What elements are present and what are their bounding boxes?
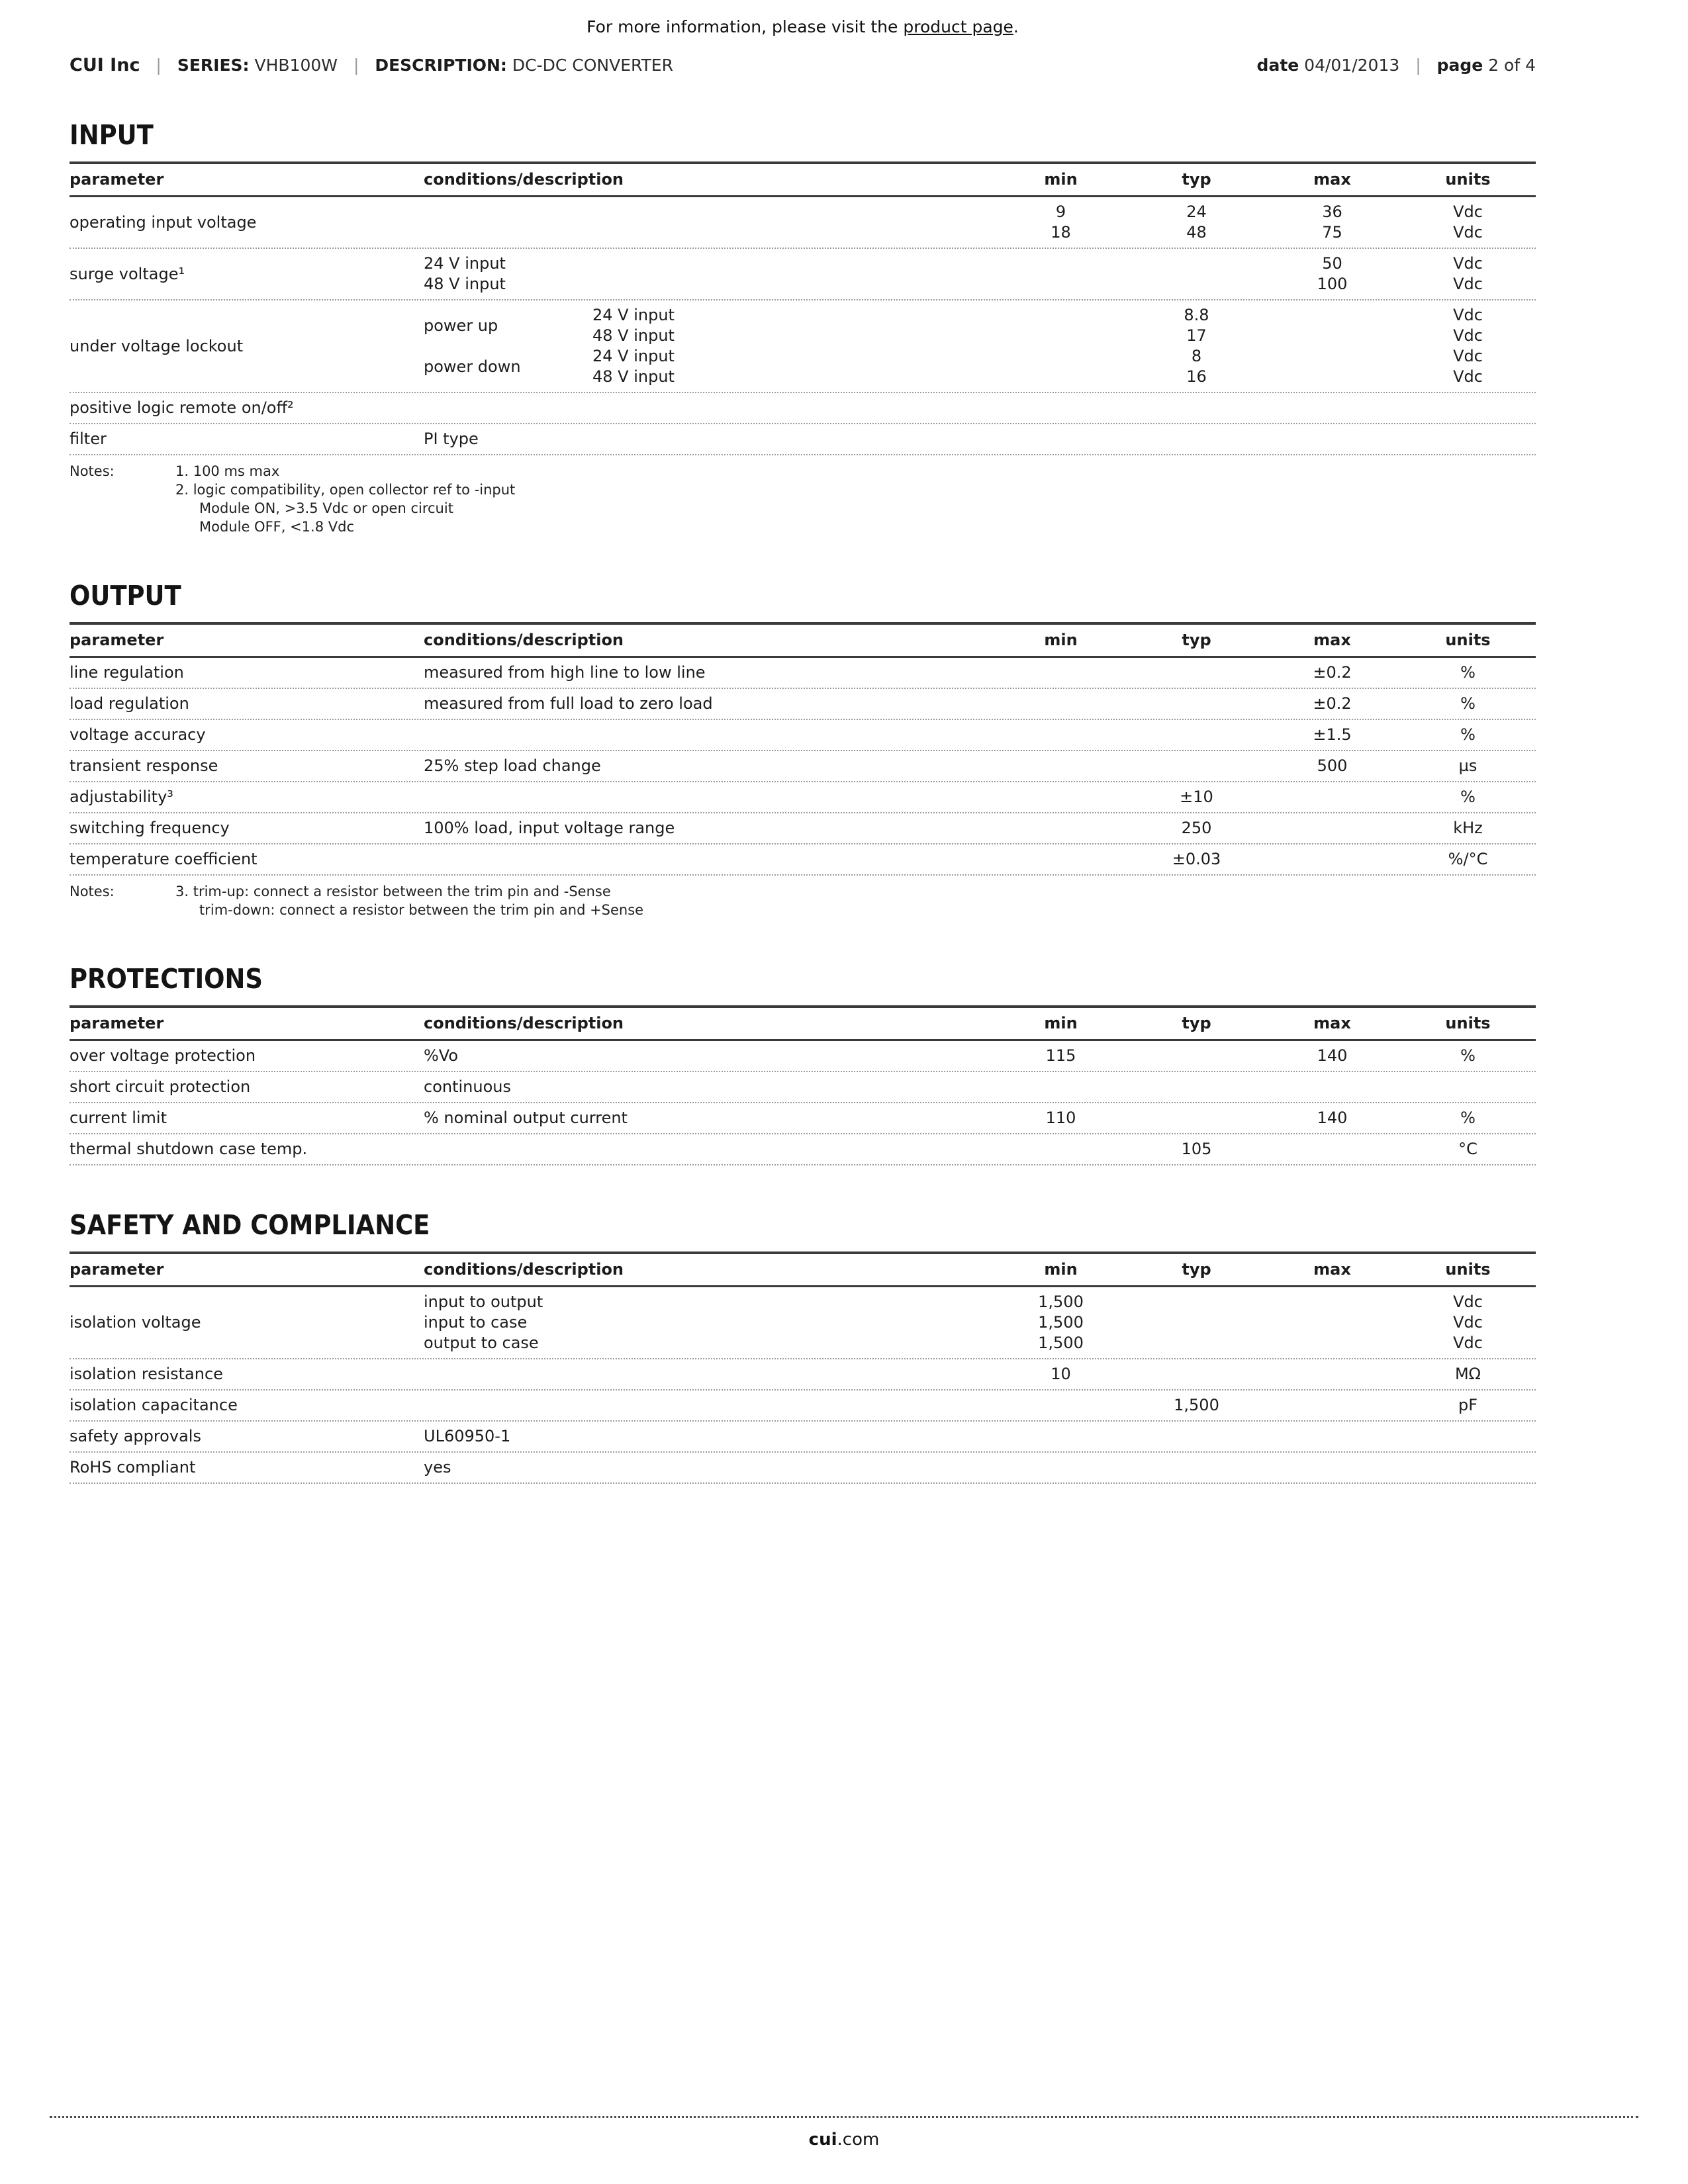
cell-parameter <box>70 1046 424 1066</box>
table-header-row <box>70 161 1536 197</box>
condition-line: 48 V input <box>592 367 675 386</box>
column-header-units: units <box>1445 1014 1491 1032</box>
cell-units-line: Vdc <box>1453 347 1483 365</box>
cell-parameter-line: filter <box>70 430 107 448</box>
notes-label: Notes: <box>70 463 115 479</box>
cell-conditions-line: continuous <box>424 1077 511 1096</box>
cell-parameter <box>70 725 424 745</box>
cell-units-line: Vdc <box>1453 1334 1483 1352</box>
cell-units-line: °C <box>1458 1140 1477 1158</box>
cell-units <box>1400 1292 1536 1353</box>
cell-parameter <box>70 1395 424 1416</box>
cell-units <box>1400 1108 1536 1128</box>
condition-line: 24 V input <box>592 306 675 324</box>
column-header-typ: typ <box>1182 631 1211 649</box>
cell-parameter-line: current limit <box>70 1109 167 1127</box>
note-items <box>175 462 515 536</box>
spec-section-input <box>70 119 1536 536</box>
cell-min-line: 9 <box>1055 203 1066 221</box>
cell-parameter <box>70 1108 424 1128</box>
column-header-max: max <box>1313 1260 1351 1279</box>
cell-min <box>993 1046 1129 1066</box>
cell-conditions-line: measured from full load to zero load <box>424 694 713 713</box>
table-row <box>70 300 1536 393</box>
note <box>175 462 515 480</box>
cell-parameter-line: temperature coefficient <box>70 850 258 868</box>
cell-min-line: 18 <box>1051 223 1071 242</box>
description-value: DC-DC CONVERTER <box>512 56 673 75</box>
column-header-conditions: conditions/description <box>424 1260 624 1279</box>
cell-conditions <box>424 429 993 449</box>
cell-parameter <box>70 787 424 807</box>
cell-units <box>1400 202 1536 243</box>
column-header-max: max <box>1313 1014 1351 1032</box>
company-name: CUI Inc <box>70 55 140 75</box>
cell-max-line: 140 <box>1317 1109 1348 1127</box>
cell-parameter-line: surge voltage¹ <box>70 264 185 283</box>
section-title: PROTECTIONS <box>70 963 263 995</box>
cell-conditions-line: 48 V input <box>424 275 506 293</box>
cell-parameter <box>70 1426 424 1447</box>
cell-typ <box>1129 787 1264 807</box>
column-header-max: max <box>1313 631 1351 649</box>
cell-units-line: % <box>1460 1109 1476 1127</box>
cell-units-line: Vdc <box>1453 203 1483 221</box>
cell-conditions <box>424 305 993 387</box>
table-row <box>70 1453 1536 1484</box>
cell-conditions-line: input to case <box>424 1313 528 1332</box>
pipe-separator: | <box>156 56 162 75</box>
spec-section-safety-and-compliance <box>70 1209 1536 1484</box>
note-line: trim-down: connect a resistor between the trim pin and +Sense <box>199 902 644 918</box>
cell-typ-line: ±10 <box>1180 788 1213 806</box>
section-title: INPUT <box>70 119 154 151</box>
condition-group <box>424 346 985 387</box>
cell-conditions-line: output to case <box>424 1334 539 1352</box>
condition-group-items <box>592 346 675 387</box>
column-header-units: units <box>1445 631 1491 649</box>
note-line: 2. logic compatibility, open collector ref to -input <box>175 482 516 498</box>
cell-typ <box>1129 1139 1264 1160</box>
cell-parameter-line: isolation capacitance <box>70 1396 238 1414</box>
table-row <box>70 1134 1536 1165</box>
column-header-units: units <box>1445 170 1491 189</box>
cell-typ-line: 250 <box>1181 819 1212 837</box>
cell-conditions <box>424 1426 993 1447</box>
cell-parameter <box>70 1139 424 1160</box>
product-page-link[interactable]: product page <box>903 17 1013 36</box>
condition-group-items <box>592 305 675 346</box>
cell-max <box>1264 756 1400 776</box>
cell-conditions <box>424 1077 993 1097</box>
cell-units-line: % <box>1460 725 1476 744</box>
cell-min <box>993 1292 1129 1353</box>
cell-conditions <box>424 1108 993 1128</box>
date-label: date <box>1256 56 1299 75</box>
footer-brand <box>50 2130 1638 2150</box>
description-label: DESCRIPTION: <box>375 56 507 75</box>
cell-max <box>1264 694 1400 714</box>
cell-conditions-line: PI type <box>424 430 479 448</box>
cell-parameter-line: under voltage lockout <box>70 336 244 355</box>
cell-typ-line: 24 <box>1186 203 1207 221</box>
cell-units <box>1400 1364 1536 1385</box>
cell-units-line: Vdc <box>1453 1313 1483 1332</box>
cell-conditions-line: input to output <box>424 1293 543 1311</box>
cell-units-line: Vdc <box>1453 367 1483 386</box>
section-title: SAFETY AND COMPLIANCE <box>70 1209 430 1241</box>
spec-table <box>70 1005 1536 1165</box>
cell-max <box>1264 253 1400 295</box>
cell-units-line: % <box>1460 1046 1476 1065</box>
cell-units-line: Vdc <box>1453 326 1483 345</box>
cell-units-line: %/°C <box>1448 850 1488 868</box>
cell-min <box>993 1364 1129 1385</box>
series-label: SERIES: <box>177 56 250 75</box>
cell-parameter <box>70 849 424 870</box>
table-header-row <box>70 1005 1536 1041</box>
cell-conditions <box>424 818 993 839</box>
cell-min <box>993 1108 1129 1128</box>
cell-conditions <box>424 1292 993 1353</box>
cell-min-line: 1,500 <box>1038 1293 1084 1311</box>
column-header-parameter: parameter <box>70 631 164 649</box>
cell-typ-line: 16 <box>1186 367 1207 386</box>
cell-parameter <box>70 398 424 418</box>
condition-line: 48 V input <box>592 326 675 345</box>
cell-units <box>1400 1395 1536 1416</box>
cell-parameter <box>70 662 424 683</box>
doc-header-left <box>70 55 673 75</box>
cell-max <box>1264 662 1400 683</box>
cell-parameter <box>70 212 424 233</box>
cell-parameter-line: switching frequency <box>70 819 230 837</box>
note-line: Module OFF, <1.8 Vdc <box>199 519 354 535</box>
table-row <box>70 658 1536 689</box>
table-row <box>70 782 1536 813</box>
spec-section-output <box>70 580 1536 919</box>
table-row <box>70 751 1536 782</box>
footer-brand-rest: .com <box>837 2130 880 2150</box>
cell-parameter-line: adjustability³ <box>70 788 173 806</box>
cell-units-line: kHz <box>1453 819 1483 837</box>
table-row <box>70 197 1536 249</box>
cell-typ-line: 48 <box>1186 223 1207 242</box>
cell-conditions-line: % nominal output current <box>424 1109 628 1127</box>
column-header-conditions: conditions/description <box>424 1014 624 1032</box>
cell-conditions-line: 100% load, input voltage range <box>424 819 675 837</box>
cell-conditions <box>424 253 993 295</box>
cell-parameter <box>70 818 424 839</box>
cell-typ-line: 8.8 <box>1184 306 1209 324</box>
table-header-row <box>70 622 1536 658</box>
cell-typ <box>1129 818 1264 839</box>
condition-group-label: power up <box>424 316 498 335</box>
pipe-separator: | <box>1415 56 1421 75</box>
notes-label: Notes: <box>70 884 115 899</box>
column-header-typ: typ <box>1182 1260 1211 1279</box>
table-row <box>70 1287 1536 1359</box>
section-title: OUTPUT <box>70 580 181 612</box>
cell-parameter <box>70 336 424 357</box>
top-note-suffix: . <box>1013 17 1019 36</box>
cell-units <box>1400 305 1536 387</box>
cell-max-line: 500 <box>1317 756 1348 775</box>
cell-units-line: µs <box>1458 756 1477 775</box>
cell-conditions <box>424 1046 993 1066</box>
cell-units <box>1400 1046 1536 1066</box>
column-header-typ: typ <box>1182 170 1211 189</box>
cell-units-line: MΩ <box>1454 1365 1481 1383</box>
note-line: Module ON, >3.5 Vdc or open circuit <box>199 500 453 516</box>
date-value: 04/01/2013 <box>1304 56 1400 75</box>
spec-section-protections <box>70 963 1536 1165</box>
column-header-min: min <box>1044 1014 1078 1032</box>
note-items <box>175 882 643 919</box>
spec-table <box>70 161 1536 455</box>
cell-parameter-line: isolation resistance <box>70 1365 223 1383</box>
note-line: 3. trim-up: connect a resistor between the trim pin and -Sense <box>175 884 611 899</box>
cell-max-line: 50 <box>1322 254 1342 273</box>
cell-conditions-line: yes <box>424 1458 451 1477</box>
cell-max-line: 140 <box>1317 1046 1348 1065</box>
table-row <box>70 1422 1536 1453</box>
cell-typ-line: 1,500 <box>1174 1396 1219 1414</box>
column-header-min: min <box>1044 631 1078 649</box>
column-header-max: max <box>1313 170 1351 189</box>
cell-conditions <box>424 756 993 776</box>
cell-typ <box>1129 305 1264 387</box>
pipe-separator: | <box>353 56 359 75</box>
notes <box>70 882 1536 919</box>
table-row <box>70 393 1536 424</box>
column-header-conditions: conditions/description <box>424 631 624 649</box>
cell-typ-line: 105 <box>1181 1140 1212 1158</box>
cell-units <box>1400 818 1536 839</box>
cell-parameter <box>70 1077 424 1097</box>
cell-conditions-line: UL60950-1 <box>424 1427 511 1445</box>
cell-typ <box>1129 1395 1264 1416</box>
cell-units <box>1400 253 1536 295</box>
condition-group <box>424 305 985 346</box>
table-row <box>70 1390 1536 1422</box>
cell-max <box>1264 1108 1400 1128</box>
notes <box>70 462 1536 536</box>
page <box>70 0 1536 1484</box>
cell-units <box>1400 849 1536 870</box>
cell-units <box>1400 694 1536 714</box>
column-header-parameter: parameter <box>70 170 164 189</box>
cell-units-line: Vdc <box>1453 223 1483 242</box>
cell-parameter-line: load regulation <box>70 694 189 713</box>
cell-parameter-line: isolation voltage <box>70 1313 201 1332</box>
cell-conditions-line: %Vo <box>424 1046 459 1065</box>
cell-units-line: % <box>1460 694 1476 713</box>
column-header-parameter: parameter <box>70 1014 164 1032</box>
cell-units-line: % <box>1460 788 1476 806</box>
spec-table <box>70 622 1536 876</box>
table-row <box>70 1359 1536 1390</box>
series-value: VHB100W <box>254 56 338 75</box>
cell-units-line: Vdc <box>1453 254 1483 273</box>
cell-min-line: 110 <box>1045 1109 1076 1127</box>
cell-typ <box>1129 202 1264 243</box>
note <box>175 480 515 536</box>
page-label: page <box>1436 56 1483 75</box>
doc-header-right <box>1257 56 1536 75</box>
cell-conditions <box>424 694 993 714</box>
condition-group-label: power down <box>424 357 521 376</box>
cell-parameter-line: RoHS compliant <box>70 1458 196 1477</box>
cell-max-line: ±0.2 <box>1313 663 1352 682</box>
cell-units <box>1400 725 1536 745</box>
cell-min <box>993 202 1129 243</box>
cell-units-line: Vdc <box>1453 275 1483 293</box>
cell-min-line: 10 <box>1051 1365 1071 1383</box>
cell-max-line: ±0.2 <box>1313 694 1352 713</box>
table-row <box>70 1041 1536 1072</box>
cell-parameter-line: thermal shutdown case temp. <box>70 1140 308 1158</box>
top-note-prefix: For more information, please visit the <box>586 17 904 36</box>
condition-line: 24 V input <box>592 347 675 365</box>
cell-conditions <box>424 662 993 683</box>
cell-parameter <box>70 1364 424 1385</box>
cell-parameter <box>70 429 424 449</box>
table-row <box>70 720 1536 751</box>
doc-header <box>70 55 1536 75</box>
footer-brand-bold: cui <box>808 2130 837 2150</box>
cell-max-line: 75 <box>1322 223 1342 242</box>
cell-max-line: 100 <box>1317 275 1348 293</box>
cell-conditions-line: 25% step load change <box>424 756 601 775</box>
spec-table <box>70 1251 1536 1484</box>
cell-parameter-line: over voltage protection <box>70 1046 256 1065</box>
cell-parameter-line: positive logic remote on/off² <box>70 398 294 417</box>
cell-units <box>1400 787 1536 807</box>
cell-conditions-line: 24 V input <box>424 254 506 273</box>
column-header-units: units <box>1445 1260 1491 1279</box>
cell-parameter-line: voltage accuracy <box>70 725 206 744</box>
table-row <box>70 249 1536 300</box>
table-row <box>70 813 1536 844</box>
cell-parameter <box>70 1457 424 1478</box>
table-row <box>70 424 1536 455</box>
cell-units-line: pF <box>1458 1396 1478 1414</box>
cell-parameter-line: safety approvals <box>70 1427 201 1445</box>
cell-typ-line: ±0.03 <box>1172 850 1221 868</box>
cell-units <box>1400 662 1536 683</box>
page-value: 2 of 4 <box>1488 56 1536 75</box>
table-row <box>70 689 1536 720</box>
cell-parameter <box>70 756 424 776</box>
cell-parameter <box>70 264 424 285</box>
page-footer <box>50 2116 1638 2150</box>
note <box>175 882 643 919</box>
column-header-min: min <box>1044 1260 1078 1279</box>
cell-units <box>1400 756 1536 776</box>
cell-units-line: Vdc <box>1453 306 1483 324</box>
cell-conditions-line: measured from high line to low line <box>424 663 706 682</box>
column-header-parameter: parameter <box>70 1260 164 1279</box>
table-row <box>70 1103 1536 1134</box>
column-header-conditions: conditions/description <box>424 170 624 189</box>
table-header-row <box>70 1251 1536 1287</box>
cell-typ-line: 8 <box>1191 347 1202 365</box>
cell-max <box>1264 1046 1400 1066</box>
cell-parameter-line: line regulation <box>70 663 184 682</box>
table-row <box>70 844 1536 876</box>
cell-parameter <box>70 694 424 714</box>
cell-max-line: 36 <box>1322 203 1342 221</box>
cell-typ-line: 17 <box>1186 326 1207 345</box>
cell-typ <box>1129 849 1264 870</box>
cell-parameter-line: transient response <box>70 756 218 775</box>
sections <box>70 119 1536 1484</box>
cell-units <box>1400 1139 1536 1160</box>
cell-parameter-line: operating input voltage <box>70 212 257 232</box>
top-note <box>70 0 1536 36</box>
footer-divider <box>50 2116 1638 2118</box>
cell-max-line: ±1.5 <box>1313 725 1352 744</box>
column-header-typ: typ <box>1182 1014 1211 1032</box>
table-row <box>70 1072 1536 1103</box>
cell-conditions <box>424 1457 993 1478</box>
cell-min-line: 1,500 <box>1038 1313 1084 1332</box>
cell-units-line: Vdc <box>1453 1293 1483 1311</box>
note-line: 1. 100 ms max <box>175 463 280 479</box>
cell-units-line: % <box>1460 663 1476 682</box>
cell-parameter <box>70 1312 424 1333</box>
cell-min-line: 115 <box>1045 1046 1076 1065</box>
cell-min-line: 1,500 <box>1038 1334 1084 1352</box>
column-header-min: min <box>1044 170 1078 189</box>
cell-max <box>1264 202 1400 243</box>
cell-parameter-line: short circuit protection <box>70 1077 251 1096</box>
cell-max <box>1264 725 1400 745</box>
